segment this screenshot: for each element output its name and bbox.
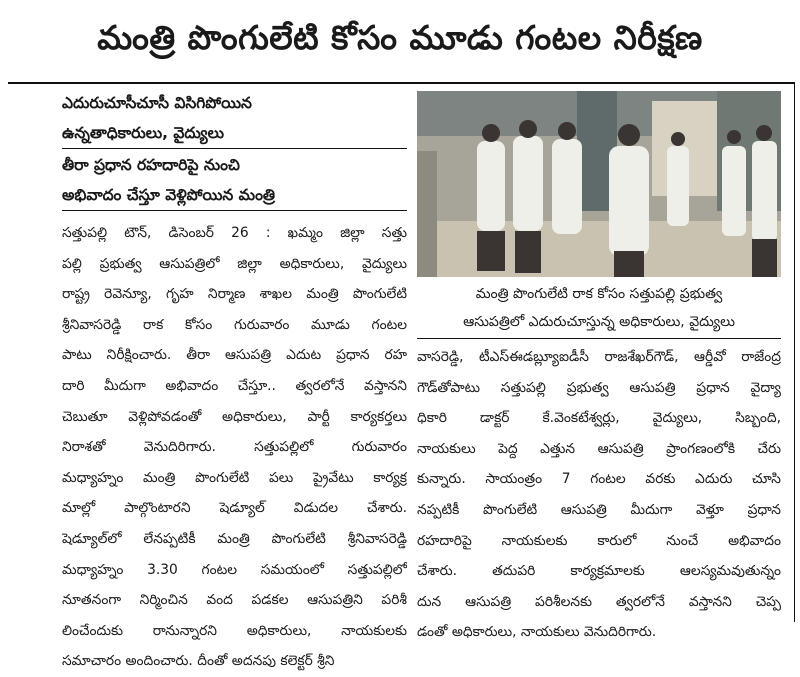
- officials-waiting-photo: [417, 91, 781, 277]
- article-line: గౌడ్‌తోపాటు సత్తుపల్లి ప్రభుత్వ ఆసుపత్రి ప్రధాన వైద్యా: [417, 379, 781, 396]
- article-line: రహదారిపై నాయకులకు కారులో నుంచే అభివాదం: [417, 532, 781, 549]
- article-line: షెడ్యూల్‌లో లేనప్పటికీ మంత్రి పొంగులేటి శ్రీనివాసరెడ్డి: [62, 530, 407, 547]
- subheadline-line: అభివాదం చేస్తూ వెళ్లిపోయిన మంత్రి: [62, 186, 276, 204]
- caption-line: ఆసుపత్రిలో ఎదురుచూస్తున్న అధికారులు, వైద్యులు: [463, 314, 735, 330]
- article-line: పాటు నిరీక్షించారు. తీరా ఆసుపత్రి ఎదుట ప్రధాన రహ: [62, 347, 407, 364]
- caption-line: మంత్రి పొంగులేటి రాక కోసం సత్తుపల్లి ప్రభుత్వ: [475, 286, 723, 302]
- article-line: మధ్యాహ్నం మంత్రి పొంగులేటి పలు ప్రైవేటు కార్యక్ర: [62, 469, 407, 486]
- article-line: మాల్లో పాల్గొంటారని షెడ్యూల్ విడుదల చేశారు.: [62, 500, 407, 517]
- news-photo: [417, 91, 781, 277]
- article-line: నిరాశతో వెనుదిరిగారు. సత్తుపల్లిలో గురువారం: [62, 439, 407, 456]
- subheadline-1: [62, 88, 407, 148]
- article-line: రాష్ట్ర రెవెన్యూ, గృహ నిర్మాణ శాఖల మంత్రి పొంగులేటి: [62, 286, 407, 303]
- article-line: చేశారు. తదుపరి కార్యక్రమాలకు ఆలస్యమవుతున్నం: [417, 563, 781, 580]
- article-line: సమాచారం అందించారు. దీంతో అదనపు కలెక్టర్ శ్రీని: [62, 653, 335, 670]
- article-body-left: [62, 218, 407, 677]
- caption-rule: [417, 338, 781, 339]
- subheadline-line: ఉన్నతాధికారులు, వైద్యులు: [62, 124, 224, 142]
- page-border-right: [794, 82, 795, 622]
- subheadline-2: [62, 150, 407, 210]
- article-line: మధ్యాహ్నం 3.30 గంటల సమయంలో సత్తుపల్లిలో: [62, 561, 407, 578]
- headline-rule: [8, 82, 794, 84]
- article-line: సత్తుపల్లి టౌన్, డిసెంబర్ 26 : ఖమ్మం జిల్లా సత్తు: [62, 225, 407, 241]
- article-line: కున్నారు. సాయంత్రం 7 గంటల వరకు ఎదురు చూసి: [417, 471, 781, 488]
- subheadline-line: తీరా ప్రధాన రహదారిపై నుంచి: [62, 156, 240, 174]
- article-line: దున ఆసుపత్రి పరిశీలనకు త్వరలోనే వస్తానని చెప్ప: [417, 593, 781, 610]
- article-line: నాయకులు పెద్ద ఎత్తున ఆసుపత్రి ప్రాంగణంలోకి చేరు: [417, 440, 781, 457]
- subheadline-line: ఎదురుచూసీచూసీ విసిగిపోయిన: [62, 94, 252, 112]
- subheadline-divider: [62, 148, 407, 149]
- article-line: వాసరెడ్డి, టీఎస్ఈడబ్ల్యూఐడీసీ రాజశేఖర్‌గౌడ్, ఆర్డీవో రాజేంద్ర: [417, 349, 781, 365]
- article-body-right: [417, 342, 781, 648]
- photo-caption: [417, 280, 781, 336]
- article-line: ధికారి డాక్టర్ కే.వెంకటేశ్వర్లు, వైద్యులు, సిబ్బంది,: [417, 410, 781, 427]
- article-line: శ్రీనివాసరెడ్డి రాక కోసం గురువారం మూడు గంటల: [62, 316, 407, 333]
- article-line: పల్లి ప్రభుత్వ ఆసుపత్రిలో జిల్లా అధికారులు, వైద్యులు: [62, 255, 407, 272]
- article-line: డంతో అధికారులు, నాయకులు వెనుదిరిగారు.: [417, 624, 657, 641]
- article-line: నూతనంగా నిర్మించిన వంద పడకల ఆసుపత్రిని పరిశీ: [62, 592, 407, 609]
- headline: మంత్రి పొంగులేటి కోసం మూడు గంటల నిరీక్షణ: [97, 17, 703, 57]
- article-line: చెబుతూ వెళ్లిపోవడంతో అధికారులు, పార్టీ కార్యకర్తలు: [62, 408, 407, 425]
- article-line: దారి మీదుగా అభివాదం చేస్తూ.. త్వరలోనే వస్తానని: [62, 377, 407, 394]
- article-line: లించేందుకు రానున్నారని అధికారులు, నాయకులకు: [62, 622, 407, 639]
- subheadline-divider: [62, 210, 407, 211]
- article-line: నప్పటికీ పొంగులేటి ఆసుపత్రి మీదుగా వెళ్తూ ప్రధాన: [417, 501, 781, 518]
